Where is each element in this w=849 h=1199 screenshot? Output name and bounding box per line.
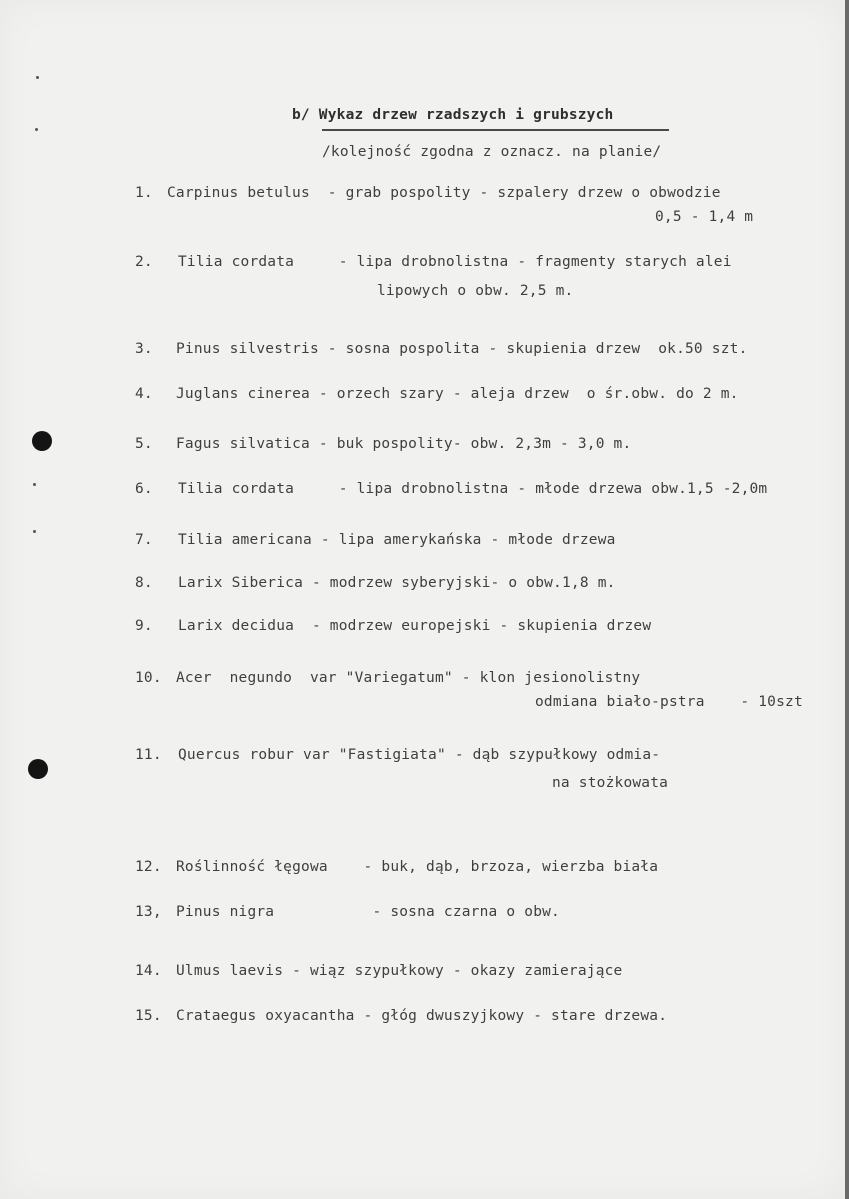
entry-text: Juglans cinerea - orzech szary - aleja drzew o śr.obw. do 2 m. [176, 386, 739, 402]
entry-text: Pinus silvestris - sosna pospolita - skupienia drzew ok.50 szt. [176, 341, 748, 357]
entry-number: 15. [135, 1008, 162, 1024]
entry-text: Larix Siberica - modrzew syberyjski- o obw.1,8 m. [178, 575, 616, 591]
title-underline [322, 129, 669, 131]
entry-text: Carpinus betulus - grab pospolity - szpalery drzew o obwodzie [167, 185, 721, 201]
entry-number: 1. [135, 185, 153, 201]
entry-number: 8. [135, 575, 153, 591]
entry-text: Tilia cordata - lipa drobnolistna - młode drzewa obw.1,5 -2,0m [178, 481, 768, 497]
entry-number: 10. [135, 670, 162, 686]
entry-continuation: lipowych o obw. 2,5 m. [377, 283, 574, 299]
entry-number: 4. [135, 386, 153, 402]
entry-number: 11. [135, 747, 162, 763]
document-title: b/ Wykaz drzew rzadszych i grubszych [292, 107, 614, 123]
entry-continuation: 0,5 - 1,4 m [655, 209, 754, 225]
entry-continuation: na stożkowata [552, 775, 669, 791]
entry-number: 5. [135, 436, 153, 452]
document-subtitle: /kolejność zgodna z oznacz. na planie/ [322, 144, 662, 160]
paper-speck [36, 76, 39, 79]
entry-continuation: odmiana biało-pstra - 10szt [535, 694, 803, 710]
entry-text: Fagus silvatica - buk pospolity- obw. 2,3m - 3,0 m. [176, 436, 632, 452]
scan-edge [845, 0, 849, 1199]
entry-number: 14. [135, 963, 162, 979]
entry-number: 13, [135, 904, 162, 920]
entry-text: Quercus robur var "Fastigiata" - dąb szypułkowy odmia- [178, 747, 661, 763]
entry-text: Ulmus laevis - wiąz szypułkowy - okazy zamierające [176, 963, 623, 979]
entry-number: 2. [135, 254, 153, 270]
entry-text: Crataegus oxyacantha - głóg dwuszyjkowy - stare drzewa. [176, 1008, 668, 1024]
paper-speck [33, 530, 36, 533]
punch-hole [32, 431, 52, 451]
entry-number: 6. [135, 481, 153, 497]
punch-hole [28, 759, 48, 779]
entry-text: Pinus nigra - sosna czarna o obw. [176, 904, 560, 920]
entry-number: 3. [135, 341, 153, 357]
entry-text: Acer negundo var "Variegatum" - klon jesionolistny [176, 670, 641, 686]
entry-text: Tilia cordata - lipa drobnolistna - fragmenty starych alei [178, 254, 732, 270]
entry-number: 9. [135, 618, 153, 634]
paper-speck [35, 128, 38, 131]
paper-speck [33, 483, 36, 486]
entry-number: 7. [135, 532, 153, 548]
entry-text: Larix decidua - modrzew europejski - skupienia drzew [178, 618, 652, 634]
entry-number: 12. [135, 859, 162, 875]
entry-text: Roślinność łęgowa - buk, dąb, brzoza, wierzba biała [176, 859, 659, 875]
entry-text: Tilia americana - lipa amerykańska - młode drzewa [178, 532, 616, 548]
